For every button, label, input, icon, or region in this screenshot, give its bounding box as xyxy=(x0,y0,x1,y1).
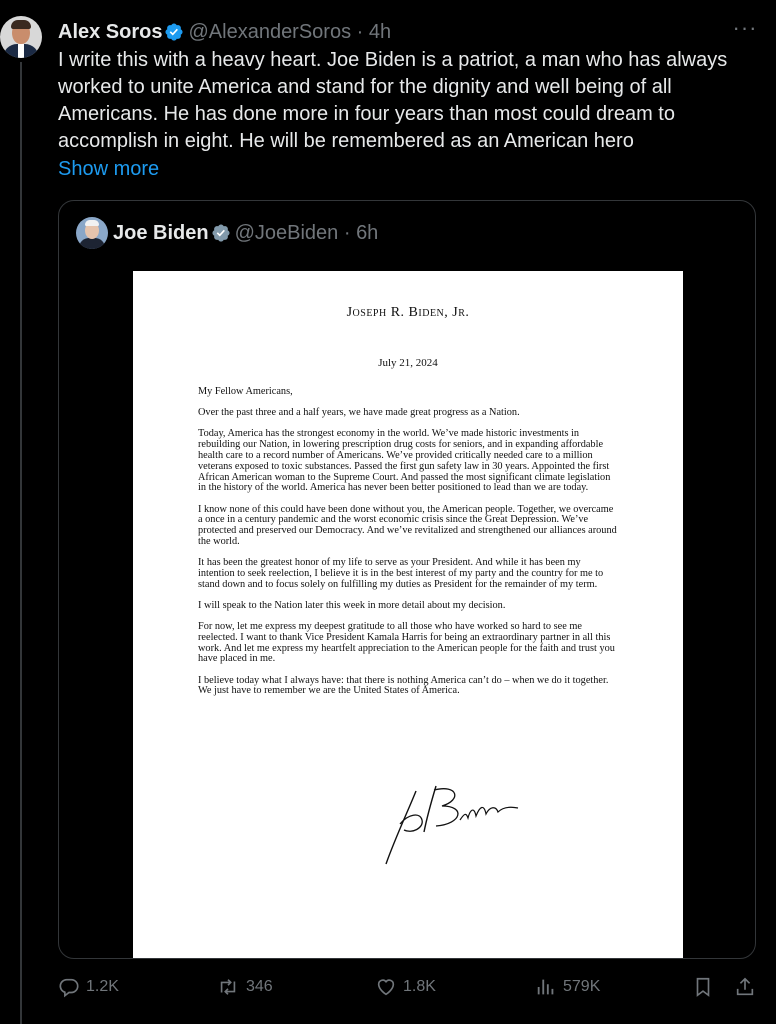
letter-paragraph: Today, America has the strongest economy in the world. We’ve made historic investments in rebuilding our Nation, in lowering prescription drug costs for seniors, and in expanding affordable health care to a record number of Americans. We’ve provided critically needed care to a million veterans exposed to toxic substances. Passed the first gun safety law in 30 years. Appointed the first African American woman to the Supreme Court. And passed the most significant climate legislation in the history of the world. America has never been better positioned to lead than we are today. xyxy=(198,428,611,494)
tweet-actions xyxy=(0,972,776,1008)
repost-count: 346 xyxy=(246,978,273,995)
author-name[interactable]: Alex Soros xyxy=(58,21,163,43)
tweet-header: Alex Soros @AlexanderSoros · 4h xyxy=(58,19,391,49)
thread-line xyxy=(20,62,22,1024)
quoted-author-name: Joe Biden xyxy=(113,222,209,244)
letter-paragraph: It has been the greatest honor of my life to serve as your President. And while it has been my intention to seek reelection, I believe it is in the best interest of my party and the country for me to stand down and to focus solely on fulfilling my duties as President for the remainder of my term. xyxy=(198,557,604,590)
repost-button[interactable] xyxy=(216,976,273,998)
tweet-time[interactable]: 4h xyxy=(368,21,392,43)
views-button[interactable] xyxy=(535,976,600,998)
bookmark-icon xyxy=(692,976,714,998)
repost-icon xyxy=(216,976,240,998)
share-icon xyxy=(734,976,756,998)
letter-paragraph: I know none of this could have been done without you, the American people. Together, we overcame a once in a century pandemic and the worst economic crisis since the Great Depression. We’ve protected and preserved our Democracy. And we’ve revitalized and strengthened our alliances around the world. xyxy=(198,503,617,547)
tweet-text: I write this with a heavy heart. Joe Biden is a patriot, a man who has always worked to unite America and stand for the dignity and well being of all Americans. He has done more in four years than most could dream to accomplish in eight. He will be remembered as an American hero xyxy=(58,49,728,152)
reply-button[interactable] xyxy=(58,976,119,998)
quoted-tweet-header: Joe Biden @JoeBiden · 6h xyxy=(113,220,378,250)
share-button[interactable] xyxy=(734,976,762,998)
verified-badge-icon xyxy=(164,22,184,49)
like-button[interactable] xyxy=(375,976,436,998)
more-options-button[interactable] xyxy=(731,15,759,46)
like-count: 1.8K xyxy=(403,978,436,995)
author-avatar[interactable] xyxy=(0,16,42,58)
author-handle[interactable]: @AlexanderSoros xyxy=(188,21,352,43)
signature xyxy=(378,776,528,871)
letter-paragraph: I believe today what I always have: that there is nothing America can’t do – when we do it together. We just have to remember we are the United States of America. xyxy=(198,674,609,697)
letter-paragraph: I will speak to the Nation later this week in more detail about my decision. xyxy=(198,599,506,611)
like-icon xyxy=(375,976,397,998)
letter-title: Joseph R. Biden, Jr. xyxy=(346,305,470,320)
bookmark-button[interactable] xyxy=(692,976,720,998)
more-horizontal-icon: ··· xyxy=(732,15,758,40)
verified-badge-icon xyxy=(211,223,231,250)
letter-date: July 21, 2024 xyxy=(378,357,438,369)
reply-icon xyxy=(58,976,80,998)
quoted-tweet[interactable] xyxy=(58,200,756,959)
letter-paragraph: Over the past three and a half years, we have made great progress as a Nation. xyxy=(198,407,520,419)
letter-paragraph: For now, let me express my deepest gratitude to all those who have worked so hard to see me reelected. I want to thank Vice President Kamala Harris for being an extraordinary partner in all this work. And let me express my heartfelt appreciation to the American people for the faith and trust you have placed in me. xyxy=(198,621,615,665)
views-count: 579K xyxy=(563,978,601,995)
reply-count: 1.2K xyxy=(86,978,119,995)
quoted-author-handle: @JoeBiden xyxy=(234,222,339,244)
views-icon xyxy=(535,976,557,998)
letter-image[interactable] xyxy=(133,271,683,959)
show-more-link[interactable]: Show more xyxy=(58,158,160,180)
quoted-author-avatar xyxy=(76,217,108,249)
letter-paragraph: My Fellow Americans, xyxy=(198,386,293,397)
letter-body xyxy=(198,387,618,708)
quoted-tweet-time: 6h xyxy=(356,222,379,244)
